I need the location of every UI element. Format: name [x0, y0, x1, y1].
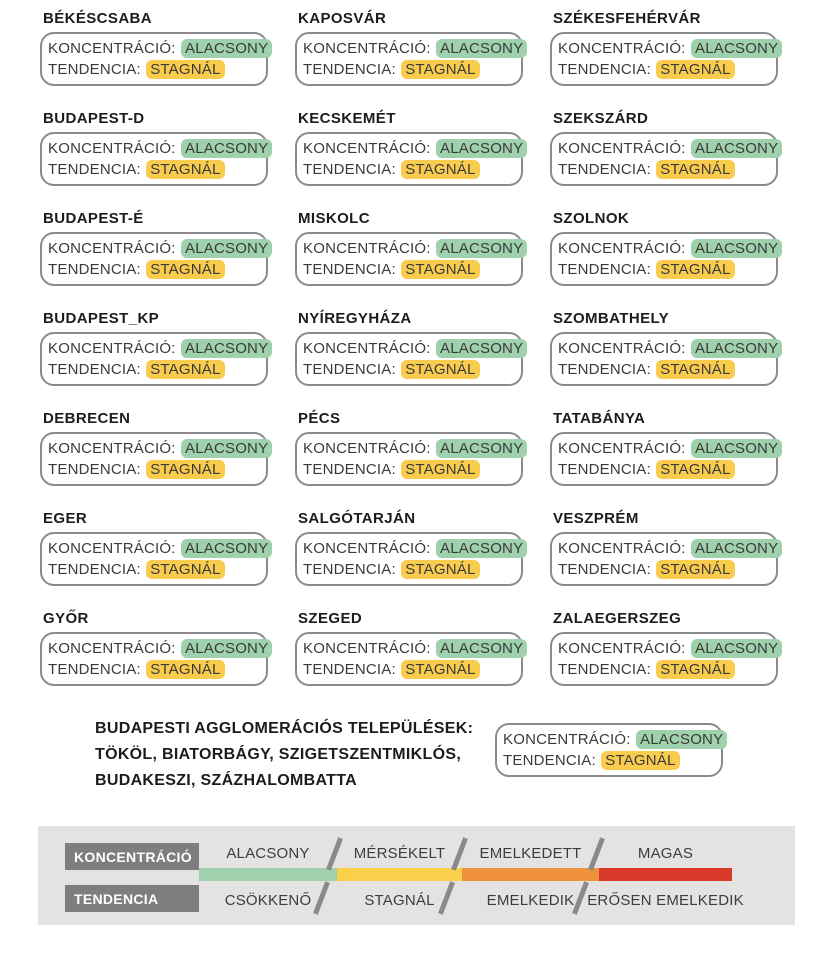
trend-label: TENDENCIA: [558, 560, 651, 578]
concentration-line [48, 140, 269, 158]
concentration-label: KONCENTRÁCIÓ: [303, 40, 431, 58]
concentration-label: KONCENTRÁCIÓ: [303, 340, 431, 358]
city-name: SZOMBATHELY [553, 310, 670, 327]
concentration-value-badge: ALACSONY [436, 139, 527, 158]
city-name: SZEKSZÁRD [553, 110, 649, 127]
concentration-line [558, 240, 779, 258]
concentration-label: KONCENTRÁCIÓ: [303, 640, 431, 658]
concentration-line [48, 40, 269, 58]
agglomeration-note-line2: TÖKÖL, BIATORBÁGY, SZIGETSZENTMIKLÓS, [95, 746, 462, 763]
concentration-value-badge: ALACSONY [181, 339, 272, 358]
city-status-box [550, 432, 778, 486]
city-name: DEBRECEN [43, 410, 131, 427]
concentration-line [48, 440, 269, 458]
concentration-value-badge: ALACSONY [691, 339, 782, 358]
city-status-box [295, 532, 523, 586]
city-card [40, 210, 268, 310]
city-name: KECSKEMÉT [298, 110, 396, 127]
trend-label: TENDENCIA: [48, 560, 141, 578]
city-name: PÉCS [298, 410, 341, 427]
trend-label: TENDENCIA: [558, 260, 651, 278]
trend-value-badge: STAGNÁL [146, 660, 224, 679]
concentration-label: KONCENTRÁCIÓ: [558, 140, 686, 158]
city-card [550, 510, 778, 610]
trend-line [303, 561, 515, 578]
concentration-label: KONCENTRÁCIÓ: [48, 340, 176, 358]
concentration-value-badge: ALACSONY [436, 539, 527, 558]
city-status-box [295, 132, 523, 186]
trend-value-badge: STAGNÁL [146, 560, 224, 579]
city-name: BÉKÉSCSABA [43, 10, 153, 27]
city-card [40, 10, 268, 110]
legend [38, 826, 795, 925]
city-name: VESZPRÉM [553, 510, 639, 527]
trend-line [48, 461, 260, 478]
concentration-value-badge: ALACSONY [691, 539, 782, 558]
city-name: EGER [43, 510, 88, 527]
city-card [40, 510, 268, 610]
trend-label: TENDENCIA: [303, 60, 396, 78]
concentration-label: KONCENTRÁCIÓ: [48, 140, 176, 158]
legend-label-csokkeno: CSÖKKENŐ [224, 891, 312, 909]
concentration-label: KONCENTRÁCIÓ: [503, 731, 631, 749]
concentration-line [48, 640, 269, 658]
agglomeration-card [495, 723, 723, 777]
legend-label-magas: MAGAS [637, 844, 694, 862]
trend-label: TENDENCIA: [48, 160, 141, 178]
city-name: GYŐR [43, 610, 89, 627]
city-card [40, 410, 268, 510]
city-status-box [295, 232, 523, 286]
city-card [40, 310, 268, 410]
city-status-box [295, 332, 523, 386]
trend-value-badge: STAGNÁL [401, 160, 479, 179]
trend-line [558, 361, 770, 378]
trend-value-badge: STAGNÁL [146, 460, 224, 479]
trend-label: TENDENCIA: [558, 460, 651, 478]
legend-concentration-header: KONCENTRÁCIÓ [65, 843, 199, 870]
trend-line [48, 561, 260, 578]
legend-label-emelkedik: EMELKEDIK [486, 891, 575, 909]
trend-line [303, 61, 515, 78]
city-name: SALGÓTARJÁN [298, 510, 416, 527]
legend-label-stagnal: STAGNÁL [364, 891, 435, 909]
trend-value-badge: STAGNÁL [401, 260, 479, 279]
trend-line [48, 161, 260, 178]
trend-line [303, 161, 515, 178]
city-name: BUDAPEST-D [43, 110, 145, 127]
concentration-label: KONCENTRÁCIÓ: [48, 40, 176, 58]
concentration-label: KONCENTRÁCIÓ: [48, 440, 176, 458]
trend-value-badge: STAGNÁL [401, 460, 479, 479]
city-card [550, 210, 778, 310]
city-card [295, 110, 523, 210]
trend-label: TENDENCIA: [48, 60, 141, 78]
band-segment-red [599, 868, 732, 881]
trend-line [48, 361, 260, 378]
concentration-line [48, 540, 269, 558]
city-status-box [40, 232, 268, 286]
trend-label: TENDENCIA: [48, 260, 141, 278]
city-name: TATABÁNYA [553, 410, 646, 427]
city-status-box [550, 232, 778, 286]
trend-label: TENDENCIA: [303, 260, 396, 278]
concentration-label: KONCENTRÁCIÓ: [558, 340, 686, 358]
city-status-box [550, 32, 778, 86]
city-card [550, 610, 778, 710]
trend-value-badge: STAGNÁL [146, 360, 224, 379]
city-card [550, 410, 778, 510]
trend-value-badge: STAGNÁL [656, 560, 734, 579]
concentration-value-badge: ALACSONY [691, 439, 782, 458]
concentration-label: KONCENTRÁCIÓ: [303, 140, 431, 158]
trend-line [303, 261, 515, 278]
trend-value-badge: STAGNÁL [401, 360, 479, 379]
trend-line [503, 752, 715, 769]
trend-value-badge: STAGNÁL [146, 160, 224, 179]
city-name: NYÍREGYHÁZA [298, 310, 412, 327]
trend-value-badge: STAGNÁL [146, 60, 224, 79]
trend-label: TENDENCIA: [48, 460, 141, 478]
concentration-line [303, 640, 524, 658]
city-status-box [40, 132, 268, 186]
concentration-value-badge: ALACSONY [181, 639, 272, 658]
trend-value-badge: STAGNÁL [401, 560, 479, 579]
trend-label: TENDENCIA: [558, 660, 651, 678]
city-card [550, 10, 778, 110]
city-card [295, 210, 523, 310]
concentration-value-badge: ALACSONY [691, 139, 782, 158]
legend-label-mersekelt: MÉRSÉKELT [353, 844, 446, 862]
legend-label-emelkedett: EMELKEDETT [479, 844, 582, 862]
concentration-value-badge: ALACSONY [436, 339, 527, 358]
concentration-line [558, 340, 779, 358]
city-status-box [295, 632, 523, 686]
trend-value-badge: STAGNÁL [656, 60, 734, 79]
concentration-line [558, 140, 779, 158]
city-name: BUDAPEST_KP [43, 310, 160, 327]
trend-line [48, 661, 260, 678]
band-segment-orange [462, 868, 599, 881]
trend-line [48, 61, 260, 78]
city-card [295, 310, 523, 410]
trend-label: TENDENCIA: [558, 360, 651, 378]
concentration-label: KONCENTRÁCIÓ: [48, 240, 176, 258]
trend-label: TENDENCIA: [303, 560, 396, 578]
city-card [40, 110, 268, 210]
trend-value-badge: STAGNÁL [401, 660, 479, 679]
trend-line [558, 661, 770, 678]
concentration-label: KONCENTRÁCIÓ: [48, 540, 176, 558]
concentration-value-badge: ALACSONY [436, 439, 527, 458]
concentration-label: KONCENTRÁCIÓ: [303, 540, 431, 558]
concentration-value-badge: ALACSONY [181, 39, 272, 58]
trend-line [558, 561, 770, 578]
city-status-box [40, 532, 268, 586]
concentration-line [303, 540, 524, 558]
concentration-line [303, 340, 524, 358]
trend-line [48, 261, 260, 278]
trend-line [303, 661, 515, 678]
concentration-line [558, 640, 779, 658]
city-status-box [295, 32, 523, 86]
legend-tendency-scale [199, 886, 744, 914]
concentration-line [48, 240, 269, 258]
city-status-box [40, 432, 268, 486]
trend-value-badge: STAGNÁL [656, 460, 734, 479]
concentration-value-badge: ALACSONY [181, 439, 272, 458]
agglomeration-note-line3: BUDAKESZI, SZÁZHALOMBATTA [95, 772, 357, 789]
trend-label: TENDENCIA: [503, 751, 596, 769]
concentration-line [558, 540, 779, 558]
city-status-box [295, 432, 523, 486]
concentration-label: KONCENTRÁCIÓ: [303, 440, 431, 458]
legend-label-alacsony: ALACSONY [226, 844, 310, 862]
city-card [550, 310, 778, 410]
concentration-value-badge: ALACSONY [181, 539, 272, 558]
city-name: SZEGED [298, 610, 363, 627]
concentration-value-badge: ALACSONY [691, 639, 782, 658]
concentration-value-badge: ALACSONY [436, 239, 527, 258]
concentration-value-badge: ALACSONY [691, 239, 782, 258]
city-name: MISKOLC [298, 210, 370, 227]
city-card [295, 510, 523, 610]
city-status-box [550, 332, 778, 386]
city-grid [40, 10, 778, 710]
legend-label-erosen-emelkedik: ERŐSEN EMELKEDIK [587, 891, 744, 909]
concentration-line [503, 731, 724, 749]
concentration-line [48, 340, 269, 358]
legend-tendency-header: TENDENCIA [65, 885, 199, 912]
city-card [40, 610, 268, 710]
concentration-label: KONCENTRÁCIÓ: [558, 240, 686, 258]
agglomeration-note [95, 716, 473, 794]
trend-label: TENDENCIA: [303, 660, 396, 678]
concentration-label: KONCENTRÁCIÓ: [558, 540, 686, 558]
trend-line [558, 461, 770, 478]
city-name: ZALAEGERSZEG [553, 610, 682, 627]
trend-label: TENDENCIA: [48, 360, 141, 378]
trend-line [558, 161, 770, 178]
city-card [295, 610, 523, 710]
legend-color-band [199, 868, 732, 881]
city-name: BUDAPEST-É [43, 210, 144, 227]
city-status-box [550, 132, 778, 186]
trend-label: TENDENCIA: [558, 60, 651, 78]
city-status-box [40, 332, 268, 386]
concentration-line [303, 240, 524, 258]
trend-line [303, 361, 515, 378]
agglomeration-status-box [495, 723, 723, 777]
concentration-line [303, 440, 524, 458]
band-segment-green [199, 868, 337, 881]
concentration-label: KONCENTRÁCIÓ: [558, 640, 686, 658]
city-name: SZÉKESFEHÉRVÁR [553, 10, 701, 27]
trend-label: TENDENCIA: [303, 160, 396, 178]
concentration-value-badge: ALACSONY [181, 139, 272, 158]
concentration-value-badge: ALACSONY [436, 39, 527, 58]
trend-value-badge: STAGNÁL [656, 160, 734, 179]
concentration-line [303, 40, 524, 58]
city-status-box [40, 32, 268, 86]
city-status-box [40, 632, 268, 686]
city-name: KAPOSVÁR [298, 10, 387, 27]
trend-value-badge: STAGNÁL [401, 60, 479, 79]
concentration-label: KONCENTRÁCIÓ: [558, 40, 686, 58]
band-segment-yellow [337, 868, 462, 881]
concentration-label: KONCENTRÁCIÓ: [558, 440, 686, 458]
agglomeration-note-line1: BUDAPESTI AGGLOMERÁCIÓS TELEPÜLÉSEK: [95, 720, 474, 737]
trend-value-badge: STAGNÁL [601, 751, 679, 770]
city-card [550, 110, 778, 210]
trend-label: TENDENCIA: [303, 360, 396, 378]
trend-label: TENDENCIA: [558, 160, 651, 178]
concentration-line [558, 440, 779, 458]
city-status-box [550, 532, 778, 586]
concentration-label: KONCENTRÁCIÓ: [48, 640, 176, 658]
trend-label: TENDENCIA: [303, 460, 396, 478]
trend-value-badge: STAGNÁL [146, 260, 224, 279]
trend-label: TENDENCIA: [48, 660, 141, 678]
trend-line [558, 261, 770, 278]
concentration-value-badge: ALACSONY [181, 239, 272, 258]
concentration-value-badge: ALACSONY [636, 730, 727, 749]
concentration-line [558, 40, 779, 58]
city-card [295, 10, 523, 110]
city-status-box [550, 632, 778, 686]
trend-line [558, 61, 770, 78]
trend-value-badge: STAGNÁL [656, 360, 734, 379]
concentration-value-badge: ALACSONY [436, 639, 527, 658]
city-card [295, 410, 523, 510]
city-name: SZOLNOK [553, 210, 630, 227]
concentration-value-badge: ALACSONY [691, 39, 782, 58]
concentration-line [303, 140, 524, 158]
trend-value-badge: STAGNÁL [656, 660, 734, 679]
concentration-label: KONCENTRÁCIÓ: [303, 240, 431, 258]
trend-value-badge: STAGNÁL [656, 260, 734, 279]
trend-line [303, 461, 515, 478]
